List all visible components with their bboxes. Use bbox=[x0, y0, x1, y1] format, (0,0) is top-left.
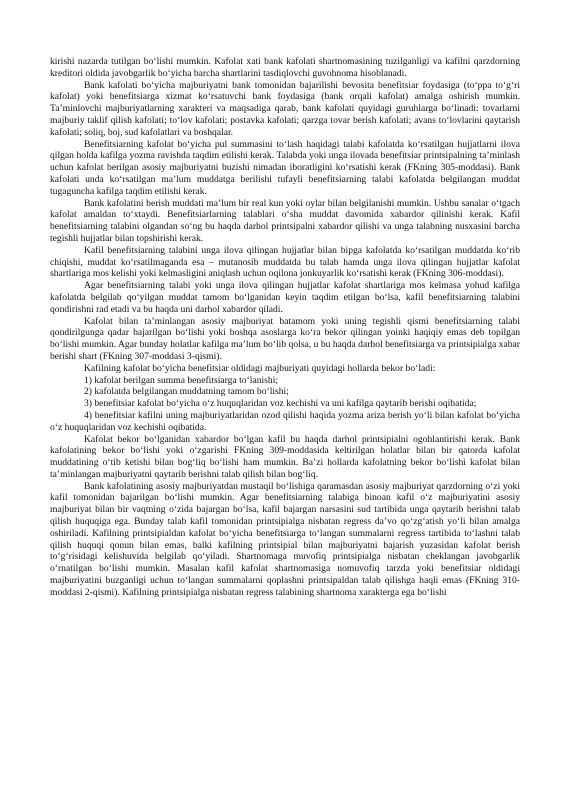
paragraph: Bank kafolati bo‘yicha majburiyatni bank tomonidan bajarilishi bevosita benefitsiar foydasiga (to‘ppa to‘g‘ri kafolat) yoki benefitsiarga xizmat ko‘rsatuvchi bank foydasiga (bank orqali kafolat) amalga oshirish mumkin. Ta’minlovchi majburiyatlarning xarakteri va maqsadiga qarab, bank kafolati quyidagi guruhlarga bo‘linadi: tovarlarni majburiy taklif qilish kafolati; to‘lov kafolati; postavka kafolati; qarzga tovar berish kafolati; avans to‘lovlarini qaytarish kafolati; soliq, boj, sud kafolatlari va boshqalar. bbox=[50, 79, 520, 138]
paragraph: Agar benefitsiarning talabi yoki unga ilova qilingan hujjatlar kafolat shartlariga mos kelmasa yohud kafilga kafolatda belgilab qo‘yilgan muddat tamom bo‘lganidan keyin taqdim etilgan bo‘lsa, kafil benefitsiarning talabini qondirishni rad etadi va bu haqda uni darhol xabardor qiladi. bbox=[50, 280, 520, 315]
paragraph: Kafolat bilan ta’minlangan asosiy majburiyat batamom yoki uning tegishli qismi benefitsiarning talabi qondirilgunga qadar bajarilgan bo‘lishi yoki boshqa asoslarga ko‘ra bekor qilingan yoinki haqiqiy emas deb topilgan bo‘lishi mumkin. Agar bunday holatlar kafilga ma’lum bo‘lib qolsa, u bu haqda darhol benefitsiarga va printsipialga xabar berishi shart (FKning 307-moddasi 3-qismi). bbox=[50, 315, 520, 362]
paragraph: Kafil benefitsiarning talabini unga ilova qilingan hujjatlar bilan bipga kafolatda ko‘rsatilgan muddatda ko‘rib chiqishi, muddat ko‘rsatilmaganda esa – mutanosib muddatda bu talab hamda unga ilova qilingan hujjatlar kafolat shartlariga mos kelishi yoki kelmasligini aniqlash uchun oqilona jonkuyarlik ko‘rsatishi kerak (FKning 306-moddasi). bbox=[50, 244, 520, 280]
paragraph: Kafolat bekor bo‘lganidan xabardor bo‘lgan kafil bu haqda darhol printsipialni ogohlantirishi kerak. Bank kafolatining bekor bo‘lishi yoki o‘zgarishi FKning 309-moddasida keltirilgan holatlar bilan bir qatorda kafolat muddatining o‘tib ketishi bilan bog‘liq bo‘lishi ham mumkin. Ba’zi hollarda kafolatning bekor bo‘lishi kafolat bilan ta’minlangan majburiyatni qaytarib berishni talab qilish bilan bog‘liq. bbox=[50, 433, 520, 480]
paragraph: kirishi nazarda tutilgan bo‘lishi mumkin. Kafolat xati bank kafolati shartnomasining tuzilganligi va kafilni qarzdorning kreditori oldida javobgarlik bo‘yicha barcha shartlarini tasdiqlovchi guvohnoma hisoblanadi. bbox=[50, 56, 520, 79]
paragraph: Bank kafolatini berish muddati ma’lum bir real kun yoki oylar bilan belgilanishi mumkin. Ushbu sanalar o‘tgach kafolat amaldan to‘xtaydi. Benefitsiarlarning talablari o‘sha muddat davomida xabardor qilinishi kerak. Kafil benefitsiarning talabini olgandan so‘ng bu haqda darhol printsipalni xabardor qilishi va unga talabning nusxasini barcha tegishli hujjatlar bilan topshirishi kerak. bbox=[50, 197, 520, 244]
paragraph: 2) kafolatda belgilangan muddatning tamom bo‘lishi; bbox=[84, 386, 289, 398]
paragraph: 3) benefitsiar kafolat bo‘yicha o‘z huquqlaridan voz kechishi va uni kafilga qaytarib berishi oqibatida; bbox=[84, 398, 477, 410]
paragraph: 1) kafolat berilgan summa benefitsiarga to‘lanishi; bbox=[84, 374, 279, 386]
paragraph: Bank kafolatining asosiy majburiyatdan mustaqil bo‘lishiga qaramasdan asosiy majburiyat qarzdorning o‘zi yoki kafil tomonidan bajarilgan bo‘lishi mumkin. Agar benefitsiarning talabiga binoan kafil o‘z majburiyatini asosiy majburiyat bilan bir vaqtning o‘zida bajargan bo‘lsa, kafil bajargan narsasini sud tartibida unga qaytarib berishni talab qilish huquqiga ega. Bunday talab kafil tomonidan printsipialga nisbatan regress da’vo qo‘zg‘atish yo‘li bilan amalga oshiriladi. Kafilning printsipialdan kafolat bo‘yicha benefitsiarga to‘langan summalarni regress tartibida to‘lashni talab qilish huquqi qonun bilan emas, balki kafilning printsipial bilan majburiyatni bajarish yuzasidan kafolat berish to‘g‘risidagi kelishuvida belgilab qo‘yiladi. Shartnomaga muvofiq printsipialga nisbatan cheklangan javobgarlik o‘rnatilgan bo‘lishi mumkin. Masalan kafil kafolat shartnomasiga nomuvofiq tarzda yoki benefitsiar oldidagi majburiyatini buzganligi uchun to‘langan summalarni qoplashni printsipaldan talab qilishga haqli emas (FKning 310-moddasi 2-qismi). Kafilning printsipialga nisbatan regress talabining shartnoma xarakterga ega bo‘lishi bbox=[50, 480, 520, 598]
document-page bbox=[50, 56, 520, 786]
paragraph: Benefitsiarning kafolat bo‘yicha pul summasini to‘lash haqidagi talabi kafolatda ko‘rsatilgan hujjatlarni ilova qilgan holda kafilga yozma ravishda taqdim etilishi kerak. Talabda yoki unga ilovada benefitsiar printsipalning ta’minlash uchun kafolat berilgan asosiy majburiyatni buzishi nimadan iboratligini ko‘rsatishi kerak (FKning 305-moddasi). Bank kafolati unda ko‘rsatilgan ma’lum muddatga berilishi tufayli benefitsiarning talabi kafolatda belgilangan muddat tugaguncha kafilga taqdim etilishi kerak. bbox=[50, 138, 520, 197]
paragraph: 4) benefitsiar kafilni uning majburiyatlaridan ozod qilishi haqida yozma ariza berish yo‘li bilan kafolat bo‘yicha o‘z huquqlaridan voz kechishi oqibatida. bbox=[50, 409, 520, 433]
paragraph: Kafilning kafolat bo‘yicha benefitsiar oldidagi majburiyati quyidagi hollarda bekor bo‘ladi: bbox=[84, 362, 436, 374]
